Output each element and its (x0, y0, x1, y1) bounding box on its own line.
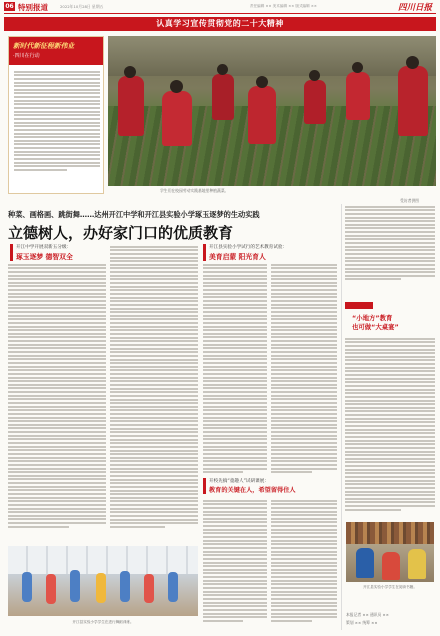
student-head (406, 56, 419, 69)
theme-banner (4, 17, 436, 31)
student-head (124, 66, 136, 78)
page-number-badge: 06 (5, 3, 14, 10)
bookshelf (346, 522, 434, 544)
student-head (352, 62, 363, 73)
dancer-figure (168, 572, 178, 602)
sidebar-box-body (14, 69, 100, 189)
masthead-logo: 四川日报 (397, 3, 432, 13)
student-figure (304, 80, 326, 124)
student-figure (356, 548, 374, 578)
top-photo-credit: 受访者供图 (400, 198, 419, 203)
photo-sky (108, 36, 436, 76)
subhead-2-line2: 美育启蒙 阳光育人 (209, 253, 266, 261)
dancer-figure (96, 573, 106, 603)
student-head (170, 80, 183, 93)
column-c-body (203, 262, 267, 474)
student-figure (408, 549, 426, 579)
issue-date: 2022年10月28日 星期五 (60, 4, 104, 9)
headline: 立德树人，办好家门口的优质教育 (8, 224, 234, 242)
student-figure (382, 552, 400, 580)
sidebar-box-title: 新时代新征程新伟业 (13, 42, 75, 50)
footer-note: 策划 ×× 统筹 ×× (346, 620, 378, 625)
reading-photo (346, 522, 434, 582)
student-head (256, 76, 268, 88)
studio-wall (8, 546, 198, 574)
section-name: 特别报道 (18, 3, 48, 12)
top-photo (108, 36, 436, 186)
editor-credits: 责任编辑 ×× 美术编辑 ×× 版式编辑 ×× (250, 4, 317, 8)
kicker: 种菜、画格画、跳街舞……达州开江中学和开江县实验小学琢玉逐梦的生动实践 (8, 210, 260, 219)
top-photo-caption: 学生们在校园劳动实践基地里种植蔬菜。 (160, 188, 229, 193)
column-b-body (110, 244, 198, 540)
subhead-1 (10, 244, 105, 261)
student-head (217, 64, 228, 75)
subhead-3-line1: 开校先搞“童趣人”试研课展： (209, 479, 269, 484)
commentary-title: “小地方”教育 也可做“大桌宴” (352, 314, 399, 331)
subhead-1-line1: 开江中学开展双新五分级： (16, 245, 72, 250)
student-figure (346, 72, 370, 120)
column-f-body (271, 498, 337, 630)
sidebar-box-subtitle: ·四川在行动 (13, 53, 40, 59)
student-figure (212, 74, 234, 120)
dance-photo (8, 546, 198, 616)
student-figure (118, 76, 144, 136)
page-header (0, 0, 440, 13)
subhead-3 (203, 478, 337, 494)
student-figure (162, 91, 192, 146)
dancer-figure (144, 574, 154, 603)
commentary-body (345, 336, 435, 516)
header-rule (4, 13, 436, 14)
subhead-3-line2: 教育的关键在人，希望留得住人 (209, 487, 296, 494)
subhead-1-line2: 琢玉逐梦 德智双全 (16, 253, 73, 261)
banner-text: 认真学习宣传贯彻党的二十大精神 (156, 19, 284, 28)
column-a-body (8, 262, 106, 540)
dancer-figure (70, 570, 80, 602)
column-d-body (271, 262, 337, 474)
sidebar-box (8, 36, 104, 194)
column-e-body (203, 498, 267, 630)
author-note: 本报记者 ×× 通讯员 ×× (346, 612, 389, 617)
right-column-rule (341, 204, 342, 630)
commentary-tag (345, 302, 373, 309)
dance-photo-caption: 开江县实验小学学生在进行舞蹈训练。 (72, 620, 134, 624)
subhead-2 (203, 244, 323, 261)
dancer-figure (22, 572, 32, 602)
student-figure (398, 66, 428, 136)
student-figure (248, 86, 276, 144)
dancer-figure (120, 571, 130, 602)
right-column-intro (345, 204, 435, 294)
student-head (309, 70, 320, 81)
dancer-figure (46, 574, 56, 604)
sidebar-box-header (9, 37, 103, 65)
reading-photo-caption: 开江县实验小学学生在阅读书籍。 (363, 585, 417, 589)
subhead-2-line1: 开江县实验小学试行的艺术教育试验： (209, 245, 288, 250)
